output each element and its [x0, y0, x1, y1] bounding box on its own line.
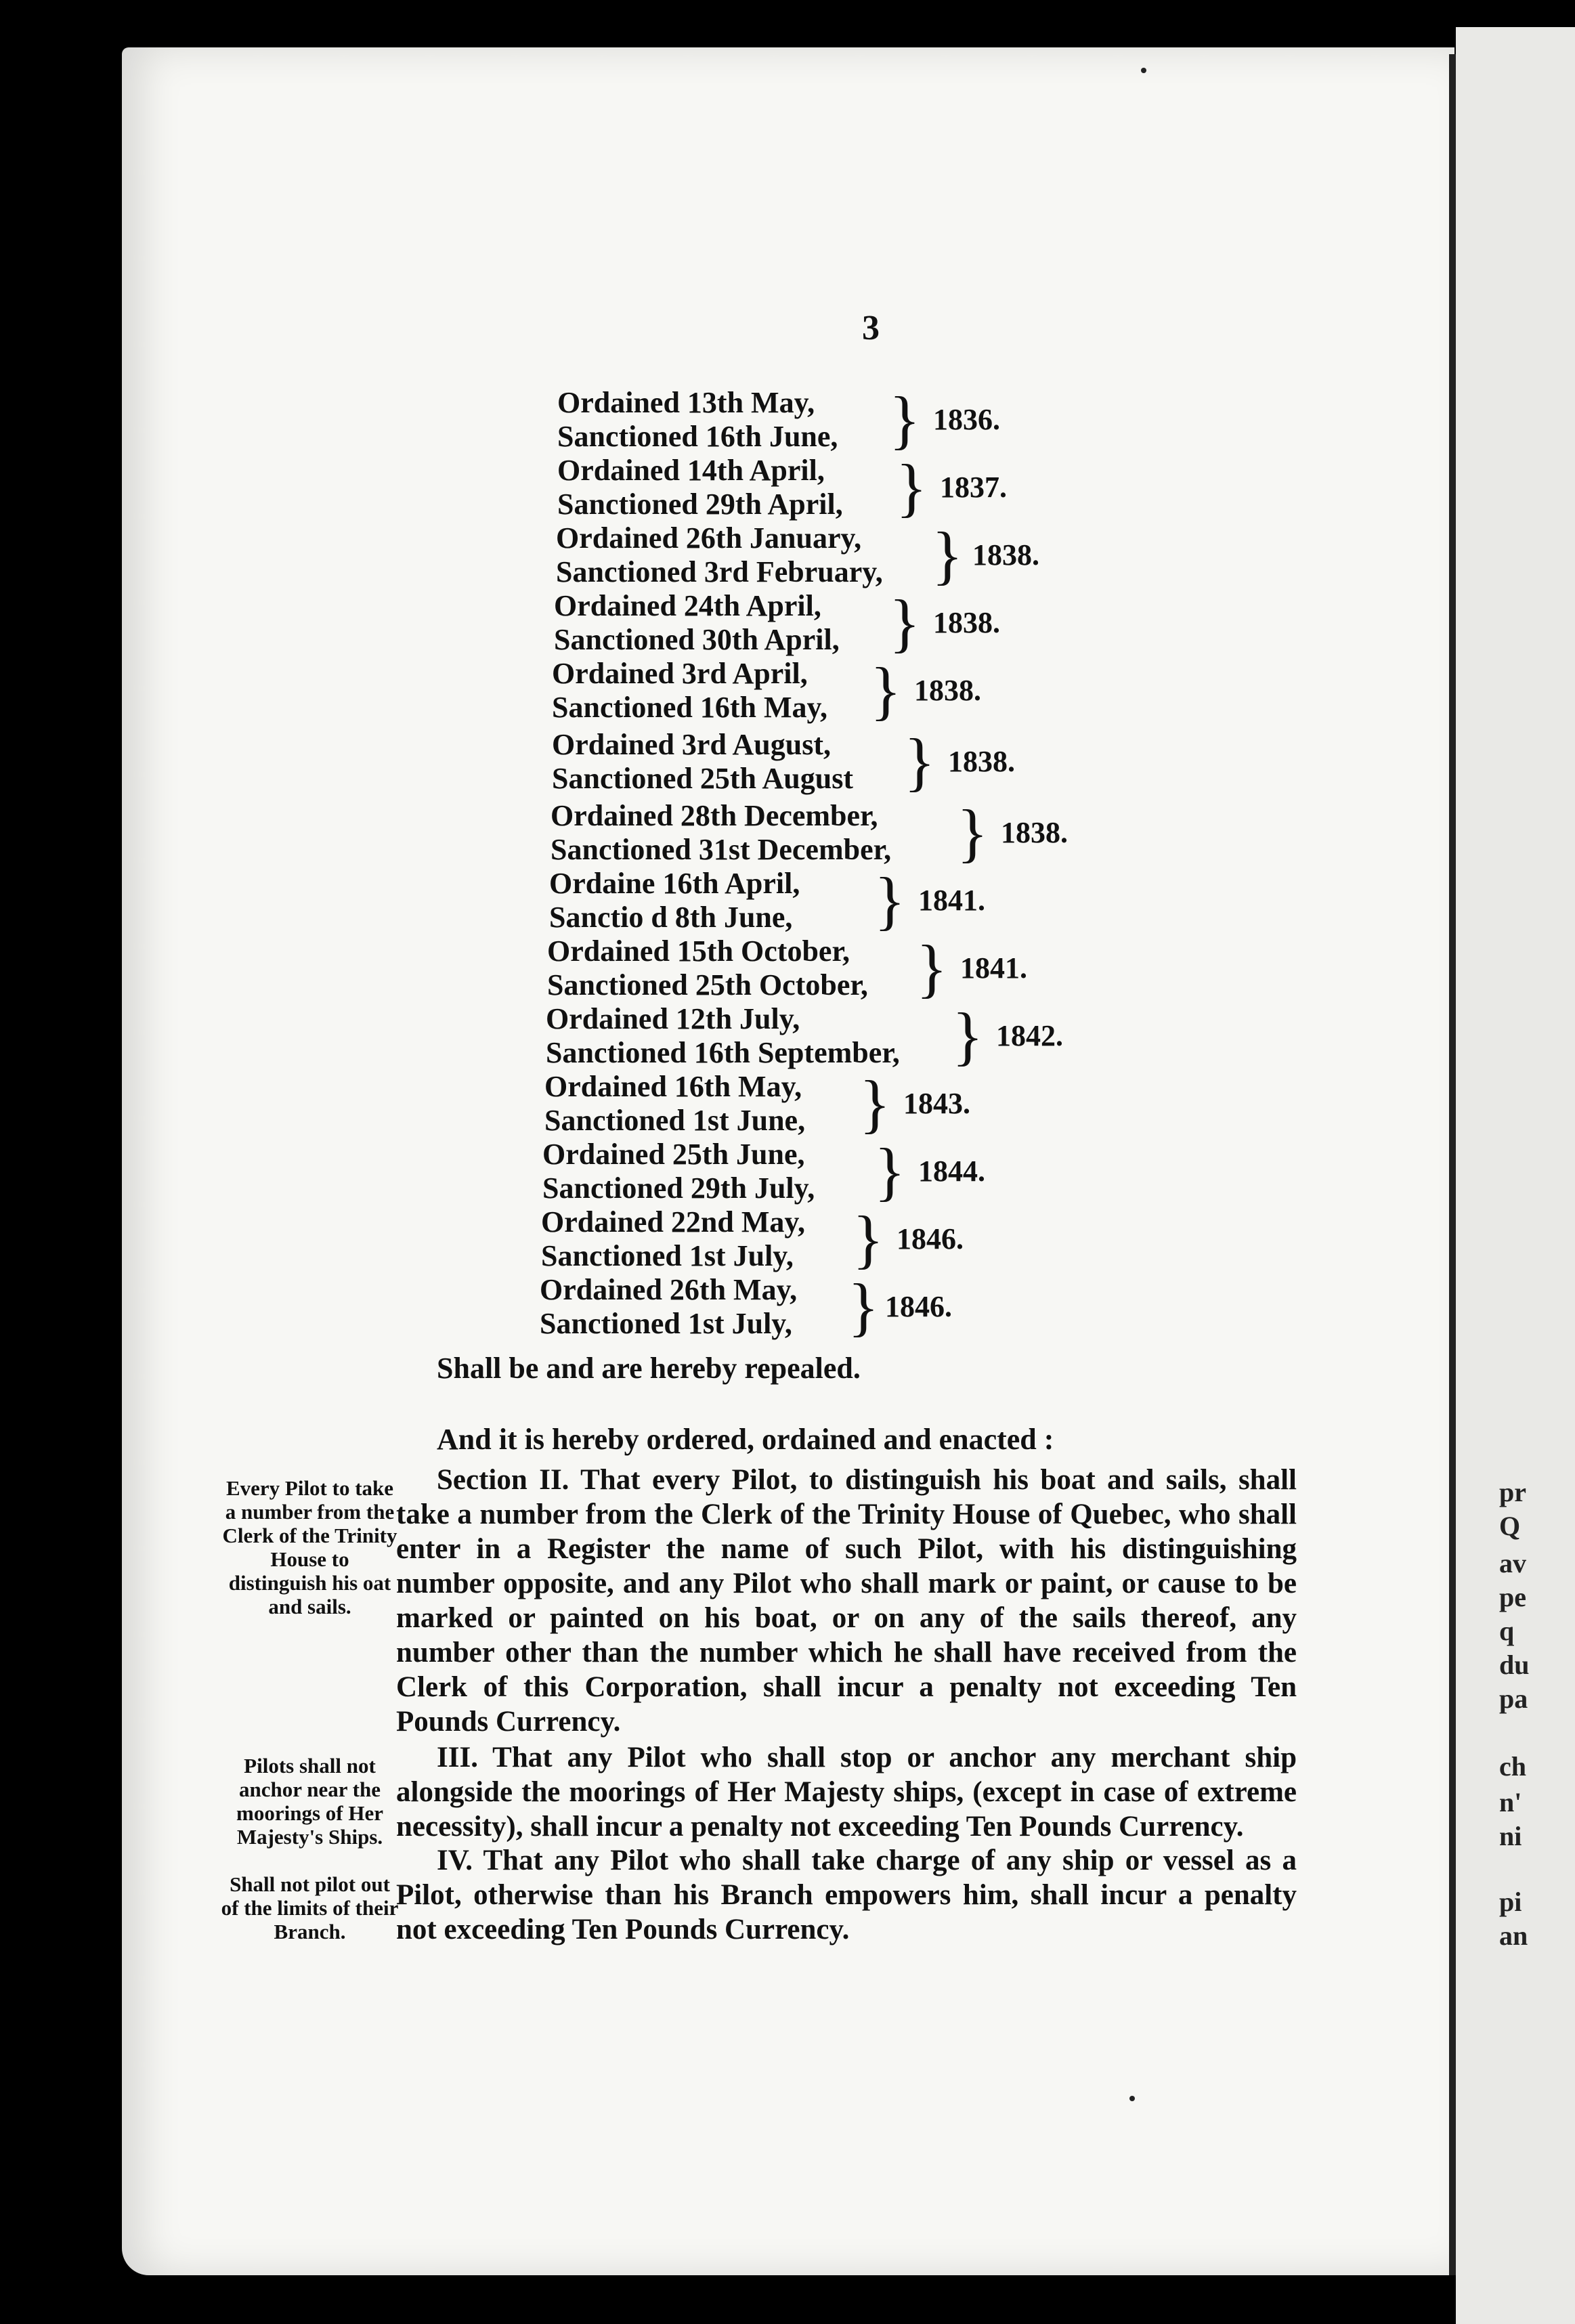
ordinance-year: 1843. [903, 1087, 970, 1120]
ink-speck [1129, 2096, 1135, 2101]
ordinance-year: 1842. [996, 1019, 1063, 1052]
brace: } [848, 1270, 880, 1343]
repeal-statement: Shall be and are hereby repealed. [437, 1352, 861, 1385]
adjacent-page-fragment: ni [1499, 1821, 1522, 1851]
sanctioned-date: Sanctioned 16th September, [546, 1036, 900, 1069]
ink-speck [1141, 68, 1146, 73]
ordained-date: Ordained 14th April, [557, 454, 825, 487]
enactment-statement: And it is hereby ordered, ordained and enacted : [437, 1423, 1054, 1456]
ordinance-year: 1838. [914, 674, 981, 707]
margin-note: Every Pilot to take a number from the Clerk of the Trinity House to distinguish his oat and sails. [222, 1476, 397, 1618]
brace: } [932, 519, 964, 591]
adjacent-page-fragment: q [1499, 1616, 1515, 1646]
adjacent-page-fragment: pe [1499, 1582, 1526, 1612]
sanctioned-date: Sanctioned 1st July, [541, 1239, 794, 1272]
adjacent-page-fragment: Q [1499, 1511, 1521, 1541]
ordained-date: Ordained 13th May, [557, 386, 815, 419]
adjacent-page-fragment: du [1499, 1650, 1530, 1680]
sanctioned-date: Sanctioned 31st December, [551, 833, 892, 866]
ordained-date: Ordained 22nd May, [541, 1205, 805, 1239]
brace: } [957, 796, 989, 869]
brace: } [853, 1203, 884, 1275]
adjacent-page-fragment: av [1499, 1548, 1526, 1578]
ordained-date: Ordained 26th May, [540, 1273, 798, 1306]
adjacent-page-fragment: pa [1499, 1683, 1528, 1714]
brace: } [859, 1067, 891, 1140]
ordained-date: Ordained 25th June, [542, 1138, 805, 1171]
adjacent-page-fragment: pr [1499, 1477, 1526, 1507]
sanctioned-date: Sanctioned 30th April, [554, 623, 840, 656]
ordained-date: Ordained 16th May, [544, 1070, 802, 1103]
brace: } [952, 999, 984, 1072]
sanctioned-date: Sanctio d 8th June, [549, 901, 793, 934]
ordinance-year: 1838. [933, 606, 1000, 639]
ordinance-year: 1844. [918, 1155, 985, 1188]
margin-note: Shall not pilot out of the limits of their Branch. [221, 1872, 399, 1943]
ordained-date: Ordained 26th January, [556, 521, 862, 555]
section-paragraph: III. That any Pilot who shall stop or anchor any merchant ship alongside the moorings of Her Majesty ships, (except in case of extreme necessity), shall incur a penalty not exceeding Ten Pounds Currency. [396, 1742, 1297, 1843]
ordinance-year: 1841. [960, 951, 1027, 985]
section-paragraph: Section II. That every Pilot, to distinguish his boat and sails, shall take a number from the Clerk of the Trinity House of Quebec, who shall enter in a Register the name of such Pilot, with his distinguishing number opposite, and any Pilot who shall mark or paint, or cause to be marked or painted on his boat, or on any of the sails thereof, any number other than the number which he shall have received from the Clerk of this Corporation, shall incur a penalty not exceeding Ten Pounds Currency. [396, 1464, 1297, 1738]
ordinance-year: 1846. [897, 1222, 964, 1255]
adjacent-page-fragment: n' [1499, 1787, 1522, 1817]
sanctioned-date: Sanctioned 16th June, [557, 420, 838, 453]
brace: } [874, 864, 906, 937]
brace: } [874, 1135, 906, 1207]
ordinance-year: 1846. [885, 1290, 952, 1323]
ordained-date: Ordaine 16th April, [549, 867, 800, 900]
margin-note: Pilots shall not anchor near the moorings of Her Majesty's Ships. [236, 1754, 383, 1849]
ordained-date: Ordained 28th December, [551, 799, 878, 832]
adjacent-page-strip [1456, 27, 1575, 2324]
ordinance-year: 1838. [972, 538, 1039, 572]
ordained-date: Ordained 12th July, [546, 1002, 800, 1035]
brace: } [896, 451, 928, 523]
page-number: 3 [862, 309, 880, 347]
page-edge [1449, 54, 1456, 2275]
brace: } [904, 725, 936, 798]
brace: } [889, 383, 921, 456]
sanctioned-date: Sanctioned 3rd February, [556, 555, 883, 588]
sanctioned-date: Sanctioned 29th July, [542, 1171, 815, 1205]
brace: } [889, 586, 921, 659]
ordinance-year: 1838. [1001, 816, 1068, 849]
ordinance-year: 1837. [940, 471, 1007, 504]
section-paragraph: IV. That any Pilot who shall take charge of any ship or vessel as a Pilot, otherwise than his Branch empowers him, shall incur a penalty not exceeding Ten Pounds Currency. [396, 1845, 1297, 1945]
sanctioned-date: Sanctioned 16th May, [552, 691, 828, 724]
ordinance-year: 1836. [933, 403, 1000, 436]
ordinance-year: 1838. [948, 745, 1015, 778]
ordained-date: Ordained 15th October, [547, 934, 850, 968]
adjacent-page-fragment: an [1499, 1920, 1528, 1951]
ordained-date: Ordained 3rd April, [552, 657, 808, 690]
sanctioned-date: Sanctioned 25th October, [547, 968, 868, 1002]
brace: } [916, 932, 948, 1004]
sanctioned-date: Sanctioned 25th August [552, 762, 854, 795]
adjacent-page-fragment: pi [1499, 1887, 1522, 1917]
sanctioned-date: Sanctioned 1st July, [540, 1307, 792, 1340]
sanctioned-date: Sanctioned 29th April, [557, 488, 843, 521]
ordained-date: Ordained 3rd August, [552, 728, 831, 761]
sanctioned-date: Sanctioned 1st June, [544, 1104, 806, 1137]
brace: } [870, 654, 902, 727]
adjacent-page-fragment: ch [1499, 1751, 1526, 1782]
ordained-date: Ordained 24th April, [554, 589, 821, 622]
ordinance-year: 1841. [918, 884, 985, 917]
